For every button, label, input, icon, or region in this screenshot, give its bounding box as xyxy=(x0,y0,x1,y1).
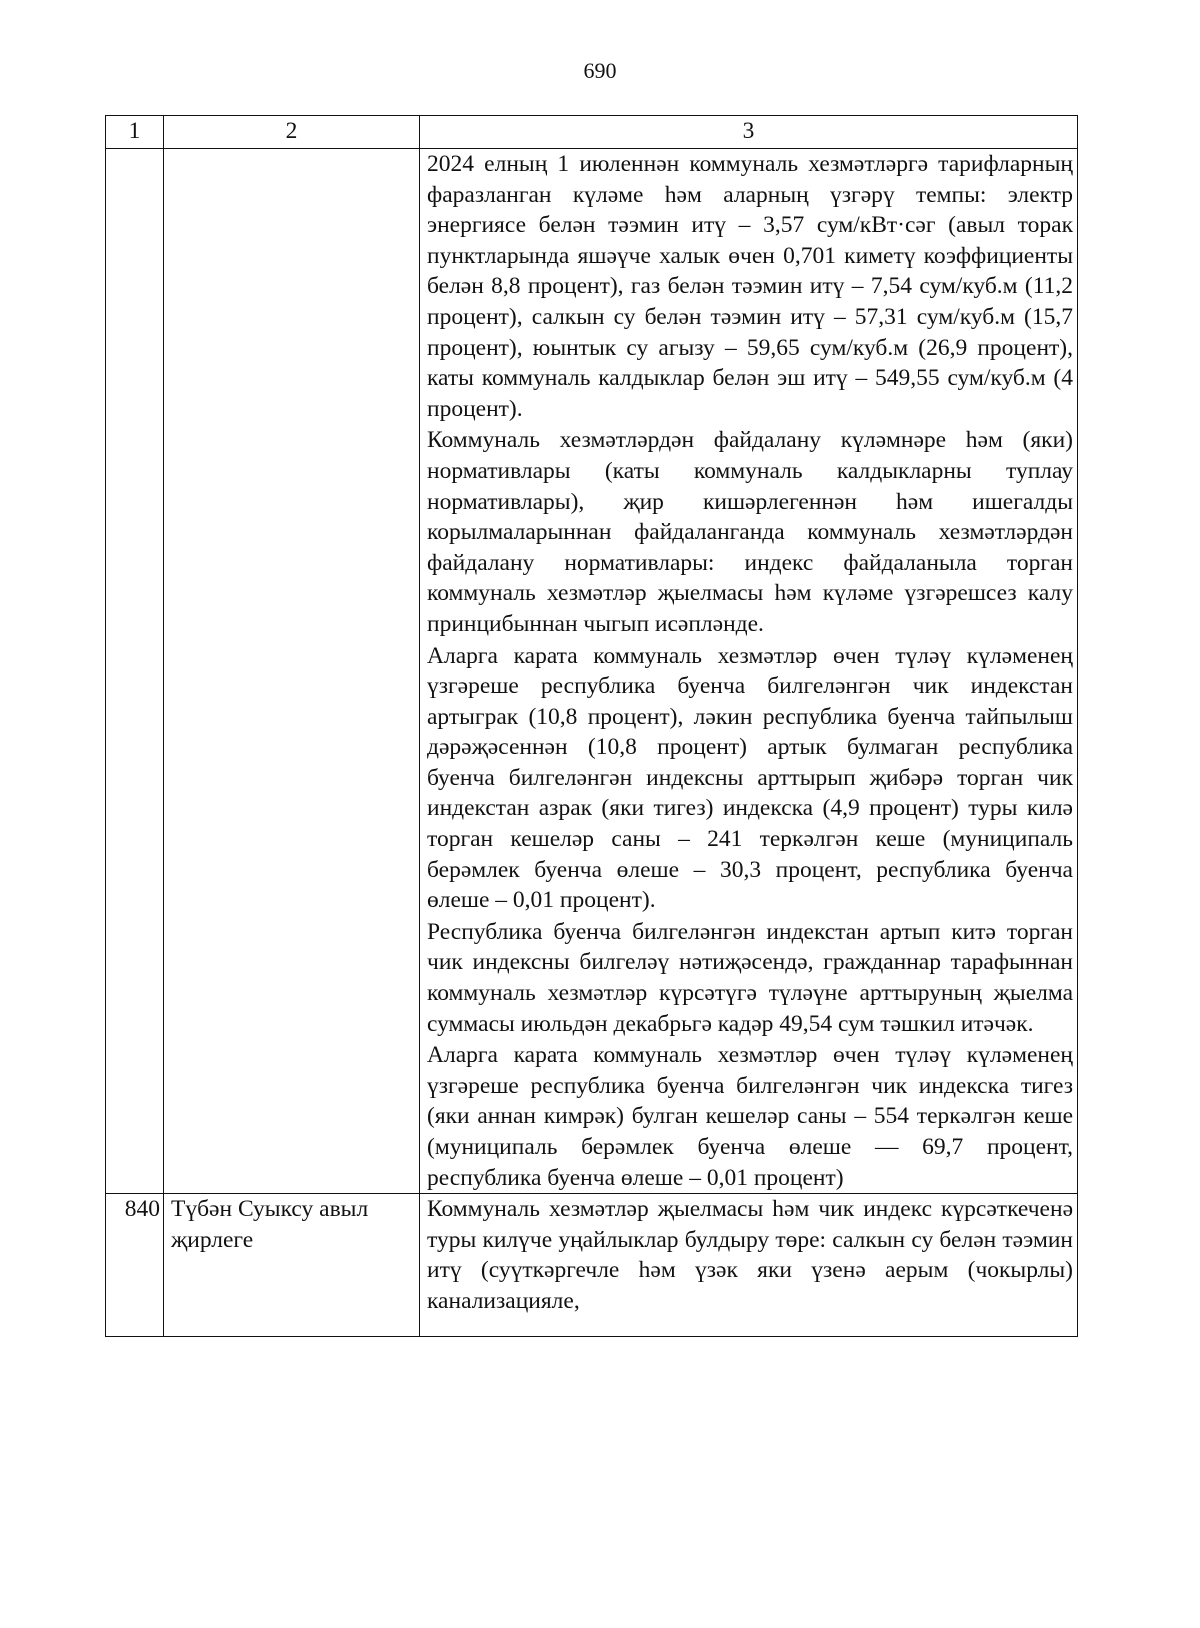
settlement-cell: Түбән Суыксу авыл җирлеге xyxy=(164,1194,420,1337)
row-number-cell: 840 xyxy=(106,1194,164,1337)
table-header-row xyxy=(106,116,1078,149)
description-cell xyxy=(420,1194,1078,1337)
paragraph-above-index: Аларга карата коммуналь хезмәтләр өчен түләү күләменең үзгәреше республика буенча билгеләнгән чик индекстан артыграк (10,8 процент), ләкин республика буенча тайпылыш дәрәҗәсеннән (10,8 процент) артык булмаган республика буенча билгеләнгән индексны арттырып җибәрә торган чик индекстан азрак (яки тигез) индекска (4,9 процент) туры килә торган кешеләр саны – 241 теркәлгән кеше (муниципаль берәмлек буенча өлеше – 30,3 процент, республика буенча өлеше – 0,01 процент). xyxy=(427,642,1073,914)
data-table xyxy=(105,115,1078,1337)
paragraph-tariffs: 2024 елның 1 июленнән коммуналь хезмәтләргә тарифларның фаразланган күләме һәм аларның үзгәрү темпы: электр энергиясе белән тәэмин итү – 3,57 сум/кВт·сәг (авыл торак пунктларында яшәүче халык өчен 0,701 киметү коэффициенты белән 8,8 процент), газ белән тәэмин итү – 7,54 сум/куб.м (11,2 процент), салкын су белән тәэмин итү – 57,31 сум/куб.м (15,7 процент), юынтык су агызу – 59,65 сум/куб.м (26,9 процент), каты коммуналь калдыклар белән эш итү – 549,55 сум/куб.м (4 процент). xyxy=(427,151,1073,422)
row-number-cell xyxy=(106,149,164,1194)
column-header-2: 2 xyxy=(164,116,420,149)
paragraph-norms: Коммуналь хезмәтләрдән файдалану күләмнәре һәм (яки) нормативлары (каты коммуналь калдыкларны туплау нормативлары), җир кишәрлегеннән һәм ишегалды корылмаларыннан файдаланганда коммуналь хезмәтләрдән файдалану нормативлары: индекс файдаланыла торган коммуналь хезмәтләр җыелмасы һәм күләме үзгәрешсез калу принцибыннан чыгып исәпләнде. xyxy=(427,427,1073,637)
paragraph-amenities: Коммуналь хезмәтләр җыелмасы һәм чик индекс күрсәткеченә туры килүче уңайлыклар булдыру төре: салкын су белән тәэмин итү (суүткәргечле һәм үзәк яки үзенә аерым (чокырлы) канализацияле, xyxy=(427,1196,1073,1314)
page-number: 690 xyxy=(583,58,617,83)
paragraph-within-index: Аларга карата коммуналь хезмәтләр өчен түләү күләменең үзгәреше республика буенча билгеләнгән чик индекска тигез (яки аннан кимрәк) булган кешеләр саны – 554 теркәлгән кеше (муниципаль берәмлек буенча өлеше — 69,7 процент, республика буенча өлеше – 0,01 процент) xyxy=(427,1042,1073,1191)
column-header-1: 1 xyxy=(106,116,164,149)
description-cell xyxy=(420,149,1078,1194)
settlement-cell xyxy=(164,149,420,1194)
table-row-840 xyxy=(106,1194,1078,1337)
table-row-continuation xyxy=(106,149,1078,1194)
paragraph-total-sum: Республика буенча билгеләнгән индекстан артып китә торган чик индексны билгеләү нәтиҗәсендә, гражданнар тарафыннан коммуналь хезмәтләр күрсәтүгә түләүне арттыруның җыелма суммасы июльдән декабрьгә кадәр 49,54 сум тәшкил итәчәк. xyxy=(427,918,1073,1037)
column-header-3: 3 xyxy=(420,116,1078,149)
